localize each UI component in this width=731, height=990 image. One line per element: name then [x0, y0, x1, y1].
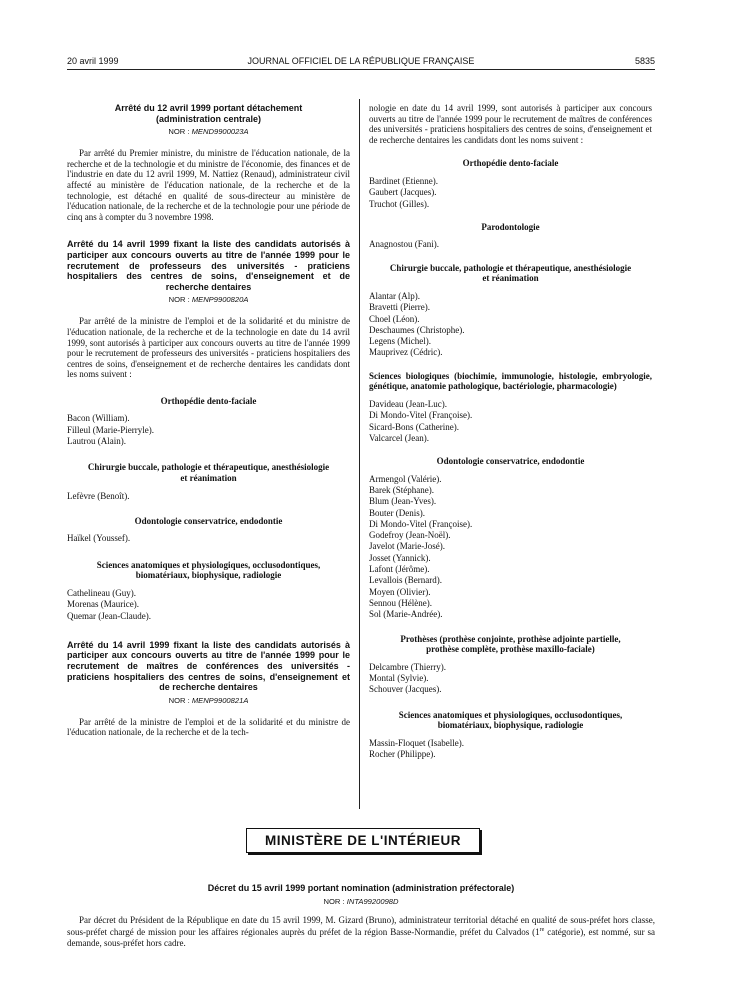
left-column: [67, 103, 350, 738]
section-heading: Prothèses (prothèse conjointe, prothèse adjointe partielle, prothèse complète, prothèse maxillo-faciale): [400, 633, 621, 655]
section-heading: Odontologie conservatrice, endodontie: [436, 456, 585, 467]
candidate-name: Bacon (William).: [67, 413, 130, 424]
candidate-name: Gaubert (Jacques).: [369, 187, 437, 198]
candidate-name: Anagnostou (Fani).: [369, 239, 439, 250]
arrete-professeurs: [67, 239, 350, 621]
candidate-name: Barek (Stéphane).: [369, 484, 434, 495]
candidate-name: Davideau (Jean-Luc).: [369, 398, 447, 409]
arrete-title: Arrêté du 14 avril 1999 fixant la liste des candidats autorisés à participer aux concours ouverts au titre de l'année 1999 pour le recrutement de professeurs des universités - praticiens hospitaliers des centres de soins, d'enseignement et de recherche dentaires: [67, 239, 350, 292]
arrete-body: Par arrêté de la ministre de l'emploi et de la solidarité et du ministre de l'éducation nationale, de la recherche et de la tech-: [67, 716, 350, 738]
nor-reference: NOR : MENP9900821A: [168, 695, 249, 705]
arrete-maitres: [67, 640, 350, 738]
candidate-name: Di Mondo-Vitel (Françoise).: [369, 518, 473, 529]
right-column: [369, 103, 652, 760]
candidate-name: Deschaumes (Christophe).: [369, 324, 465, 335]
candidate-name: Cathelineau (Guy).: [67, 587, 136, 598]
candidate-name: Alantar (Alp).: [369, 290, 420, 301]
header-rule: [67, 69, 655, 70]
arrete-body: Par arrêté du Premier ministre, du ministre de l'éducation nationale, de la recherche et de la technologie et du ministre de l'économie, des finances et de l'industrie en date du 12 avril 1999, M. Nattiez (Renaud), administrateur civil affecté au ministère de l'éducation nationale, de la recherche et de la technologie, est détaché en qualité de sous-directeur au ministère de l'éducation nationale, de la recherche et de la technologie pour une période de cinq ans à compter du 3 novembre 1998.: [67, 148, 350, 222]
candidate-name: Sol (Marie-Andrée).: [369, 609, 443, 620]
candidate-name: Haïkel (Youssef).: [67, 533, 131, 544]
candidate-list: [67, 413, 350, 447]
candidate-name: Armengol (Valérie).: [369, 473, 442, 484]
section-heading: Sciences anatomiques et physiologiques, occlusodontiques, biomatériaux, biophysique, radiologie: [398, 709, 623, 731]
candidate-name: Filleul (Marie-Pierryle).: [67, 424, 154, 435]
candidate-section: [369, 158, 652, 209]
column-divider: [359, 99, 360, 809]
candidate-list: [369, 474, 652, 621]
candidate-name: Bardinet (Etienne).: [369, 175, 438, 186]
decret-title: Décret du 15 avril 1999 portant nomination (administration préfectorale): [207, 883, 515, 893]
nor-reference: NOR : MEND9900023A: [168, 127, 249, 137]
candidate-name: Bravetti (Pierre).: [369, 302, 430, 313]
section-heading: Sciences biologiques (biochimie, immunologie, histologie, embryologie, génétique, anatomie pathologique, bactériologie, pharmacologie): [369, 370, 652, 392]
decret-nomination: [67, 883, 655, 948]
section-heading: Odontologie conservatrice, endodontie: [134, 515, 283, 526]
candidate-name: Delcambre (Thierry).: [369, 661, 446, 672]
candidate-section: [369, 222, 652, 251]
candidate-section: [67, 396, 350, 447]
page-number: 5835: [634, 56, 655, 66]
candidate-name: Morenas (Maurice).: [67, 599, 139, 610]
candidate-sections: [67, 396, 350, 622]
ministry-heading: MINISTÈRE DE L'INTÉRIEUR: [246, 828, 480, 853]
candidate-name: Lautrou (Alain).: [67, 436, 126, 447]
candidate-section: [369, 263, 652, 359]
candidate-section: [369, 371, 652, 444]
nor-reference: NOR : MENP9900820A: [168, 295, 249, 305]
candidate-name: Rocher (Philippe).: [369, 749, 436, 760]
arrete-title: Arrêté du 14 avril 1999 fixant la liste des candidats autorisés à participer aux concours ouverts au titre de l'année 1999 pour le recrutement de maîtres de conférences des universités - praticiens hospitaliers des centres de soins, d'enseignement et de recherche dentaires: [67, 639, 350, 693]
candidate-list: [369, 176, 652, 210]
candidate-name: Levallois (Bernard).: [369, 575, 442, 586]
section-heading: Sciences anatomiques et physiologiques, occlusodontiques, biomatériaux, biophysique, radiologie: [96, 559, 321, 581]
candidate-name: Schouver (Jacques).: [369, 684, 442, 695]
candidate-name: Montal (Sylvie).: [369, 673, 429, 684]
section-heading: Orthopédie dento-faciale: [462, 158, 559, 169]
section-heading: Chirurgie buccale, pathologie et thérapeutique, anesthésiologie et réanimation: [87, 462, 330, 483]
candidate-name: Josset (Yannick).: [369, 552, 431, 563]
candidate-section: [67, 516, 350, 545]
arrete-body-continued: nologie en date du 14 avril 1999, sont autorisés à participer aux concours ouverts au titre de l'année 1999 pour le recrutement de maîtres de conférences des universités - praticiens hospitaliers des centres de soins, d'enseignement et de recherche dentaires les candidats dont les noms suivent :: [369, 103, 652, 145]
nor-reference: NOR : INTA9920098D: [323, 896, 399, 906]
arrete-body: Par arrêté de la ministre de l'emploi et de la solidarité et du ministre de l'éducation nationale, de la recherche et de la technologie en date du 14 avril 1999, sont autorisés à participer aux concours ouverts au titre de l'année 1999 pour le recrutement de professeurs des universités - praticiens hospitaliers des centres de soins, d'enseignement et de recherche dentaires les candidats dont les noms suivent :: [67, 316, 350, 380]
candidate-name: Sennou (Hélène).: [369, 597, 432, 608]
candidate-name: Choel (Léon).: [369, 313, 420, 324]
candidate-name: Lafont (Jérôme).: [369, 564, 430, 575]
journal-title: JOURNAL OFFICIEL DE LA RÉPUBLIQUE FRANÇAISE: [247, 56, 475, 66]
candidate-list: [67, 491, 350, 502]
section-heading: Parodontologie: [481, 221, 540, 232]
candidate-list: [67, 588, 350, 622]
section-heading: Chirurgie buccale, pathologie et thérapeutique, anesthésiologie et réanimation: [389, 262, 632, 284]
decret-body: Par décret du Président de la République en date du 15 avril 1999, M. Gizard (Bruno), administrateur territorial détaché en qualité de sous-préfet hors classe, sous-préfet chargé de mission pour les affaires régionales auprès du préfet de la région Basse-Normandie, préfet du Calvados (1re catégorie), est nommé, sur sa demande, sous-préfet hors cadre.: [67, 914, 656, 948]
section-heading: Orthopédie dento-faciale: [160, 395, 257, 406]
candidate-name: Godefroy (Jean-Noël).: [369, 530, 451, 541]
candidate-name: Lefèvre (Benoît).: [67, 490, 130, 501]
arrete-title: Arrêté du 12 avril 1999 portant détachement (administration centrale): [114, 103, 303, 124]
candidate-list: [369, 662, 652, 696]
candidate-list: [369, 291, 652, 359]
candidate-name: Mauprivez (Cédric).: [369, 347, 443, 358]
candidate-name: Valcarcel (Jean).: [369, 432, 429, 443]
candidate-name: Massin-Floquet (Isabelle).: [369, 737, 464, 748]
candidate-sections: [369, 158, 652, 760]
candidate-name: Moyen (Olivier).: [369, 586, 431, 597]
candidate-name: Blum (Jean-Yves).: [369, 496, 437, 507]
candidate-list: [67, 533, 350, 544]
candidate-section: [369, 456, 652, 620]
candidate-list: [369, 738, 652, 761]
candidate-name: Javelot (Marie-José).: [369, 541, 445, 552]
candidate-section: [369, 634, 652, 696]
candidate-list: [369, 399, 652, 444]
candidate-name: Quemar (Jean-Claude).: [67, 610, 151, 621]
candidate-name: Di Mondo-Vitel (Françoise).: [369, 410, 473, 421]
candidate-name: Bouter (Denis).: [369, 507, 425, 518]
candidate-section: [67, 462, 350, 501]
candidate-section: [67, 560, 350, 622]
candidate-name: Truchot (Gilles).: [369, 198, 430, 209]
candidate-name: Legens (Michel).: [369, 336, 431, 347]
candidate-section: [369, 710, 652, 761]
arrete-detachement: [67, 103, 350, 222]
issue-date: 20 avril 1999: [67, 56, 119, 66]
candidate-list: [369, 239, 652, 250]
candidate-name: Sicard-Bons (Catherine).: [369, 421, 459, 432]
